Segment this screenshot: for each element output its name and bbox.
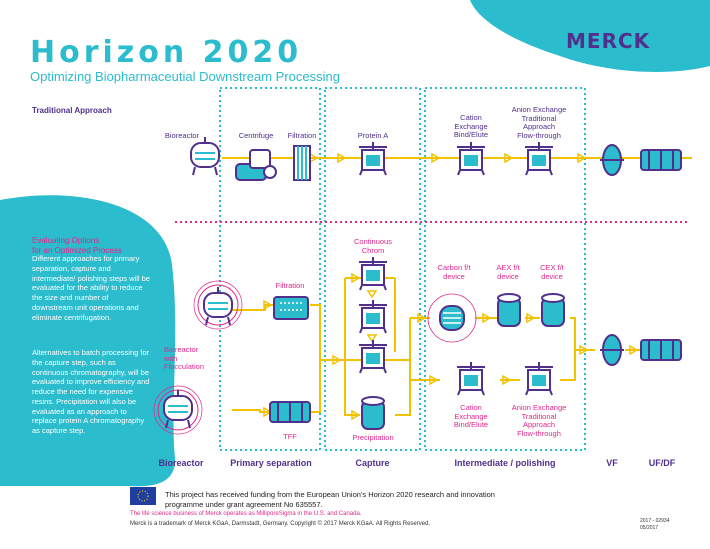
optimized-paragraph-1: Different approaches for primary separation, capture and intermediate/ polishing steps will be evaluated for the ability to reduce the size and number of downstream unit operations and eliminate centrifugation. xyxy=(32,254,150,322)
bioreactor-flocculation-icon xyxy=(154,386,202,434)
filtration-basket-icon xyxy=(274,297,308,319)
label-carbon-device: Carbon f/t device xyxy=(437,263,471,281)
page-subtitle: Optimizing Biopharmaceutial Downstream Processing xyxy=(30,69,340,84)
label-bioreactor-flocculation: Bioreactor with Flocculation xyxy=(164,345,205,372)
optimized-vf-icon xyxy=(600,335,624,365)
label-traditional-bioreactor: Bioreactor xyxy=(164,131,200,140)
label-optimized-anion: Anion Exchange Traditional Approach Flow-through xyxy=(511,403,567,438)
traditional-bioreactor-icon xyxy=(191,137,219,175)
label-traditional-cation: Cation Exchange Bind/Elute xyxy=(453,113,489,140)
optimized-paragraph-2: Alternatives to batch processing for the capture step, such as continuous chromatography, will be evaluated to improve efficiency and reduce the need for expensive resins. Precipitation will also be evaluated as an approach to replace protein A chromatography as capture step. xyxy=(32,348,150,435)
traditional-approach-label: Traditional Approach xyxy=(32,106,112,115)
label-centrifuge: Centrifuge xyxy=(238,131,274,140)
label-cex-device: CEX f/t device xyxy=(540,263,564,281)
stage-ufdf: UF/DF xyxy=(648,458,676,468)
stage-bioreactor: Bioreactor xyxy=(158,458,204,468)
optimized-heading: Evaluating Options for an Optimized Process xyxy=(32,236,122,255)
anion-exchange-column-icon xyxy=(525,142,553,175)
aex-device-icon xyxy=(498,294,520,326)
continuous-chrom-column-1-icon xyxy=(359,257,387,290)
protein-a-column-icon xyxy=(359,142,387,175)
funding-statement: This project has received funding from the European Union's Horizon 2020 research and innovation programme under grant agreement No 635557. xyxy=(165,490,495,509)
centrifuge-icon xyxy=(236,150,276,180)
page-title: Horizon 2020 xyxy=(30,35,303,70)
filtration-cartridge-icon xyxy=(294,146,310,180)
trademark-note: Merck is a trademark of Merck KGaA, Darmstadt, Germany. Copyright © 2017 Merck KGaA. All Rights Reserved. xyxy=(130,521,431,527)
optimized-anion-column-icon xyxy=(525,362,553,395)
document-code: 2017 - 02934 05/2017 xyxy=(640,518,670,531)
label-traditional-filtration: Filtration xyxy=(287,131,317,140)
eu-flag-icon xyxy=(130,487,156,505)
continuous-chrom-column-3-icon xyxy=(359,340,387,373)
traditional-vf-icon xyxy=(600,145,624,175)
stage-primary-separation: Primary separation xyxy=(230,458,312,468)
carbon-device-icon xyxy=(428,294,476,342)
label-traditional-anion: Anion Exchange Traditional Approach Flow-through xyxy=(511,105,567,140)
milliporesigma-note: The life science business of Merck operates as MilliporeSigma in the U.S. and Canada. xyxy=(130,511,362,517)
stage-intermediate-polishing: Intermediate / polishing xyxy=(454,458,556,468)
cation-exchange-column-icon xyxy=(457,142,485,175)
traditional-ufdf-icon xyxy=(641,150,681,170)
precipitation-vessel-icon xyxy=(362,397,384,429)
merck-logo: MERCK xyxy=(566,29,651,53)
stage-vf: VF xyxy=(606,458,618,468)
label-tff: TFF xyxy=(283,432,297,441)
label-optimized-filtration: Filtration xyxy=(275,281,305,290)
optimized-ufdf-icon xyxy=(641,340,681,360)
label-optimized-cation: Cation Exchange Bind/Elute xyxy=(453,403,489,430)
label-precipitation: Precipitation xyxy=(352,433,394,442)
label-protein-a: Protein A xyxy=(357,131,389,140)
label-aex-device: AEX f/t device xyxy=(496,263,520,281)
optimized-cation-column-icon xyxy=(457,362,485,395)
cex-device-icon xyxy=(542,294,564,326)
optimized-bioreactor-top-icon xyxy=(194,281,242,329)
continuous-chrom-column-2-icon xyxy=(359,300,387,333)
label-continuous-chrom: Continuous Chrom xyxy=(354,237,392,255)
stage-capture: Capture xyxy=(355,458,390,468)
tff-cassette-icon xyxy=(270,402,310,422)
